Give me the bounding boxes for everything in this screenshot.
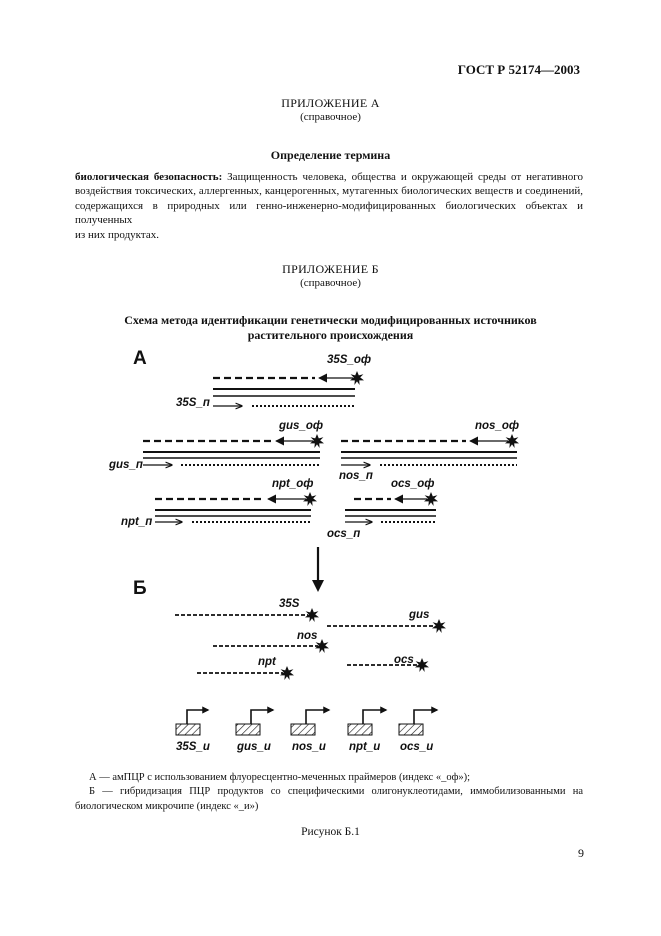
products-b (175, 608, 446, 680)
definition-line-3: содержащихся в природных или генно-инженерно-модифицированных биологических объектах и полученных (75, 199, 583, 227)
standard-number: ГОСТ Р 52174—2003 (457, 62, 580, 77)
probe-nos (291, 710, 329, 735)
label-ocs-of: ocs_оф (391, 478, 435, 490)
label-npt-p: npt_п (121, 516, 153, 528)
scheme-title-line-1: Схема метода идентификации генетически модифицированных источников (124, 313, 537, 327)
appendix-a-title: ПРИЛОЖЕНИЕ А (281, 96, 380, 110)
probe-npt (348, 710, 386, 735)
label-npt-of: npt_оф (272, 478, 314, 490)
amplicon-35s (213, 371, 364, 406)
probe-label-35s: 35S_и (176, 741, 210, 753)
appendix-b-subtitle: (справочное) (300, 277, 361, 289)
probe-ocs (399, 710, 437, 735)
label-b-npt: npt (258, 656, 276, 668)
definition-line-2: воздействия токсических, аллергенных, канцерогенных, мутагенных биологических веществ и соединений, (75, 185, 583, 198)
label-ocs-p: ocs_п (327, 528, 361, 540)
term-section-title: Определение термина (270, 148, 391, 162)
fluorescent-label-icon (415, 658, 429, 672)
definition-line-4: из них продуктах. (75, 228, 159, 241)
appendix-b-title: ПРИЛОЖЕНИЕ Б (282, 262, 379, 276)
term-name: биологическая безопасность: (75, 171, 223, 183)
legend-line-b2: биологическом микрочипе (индекс «_и») (75, 800, 259, 812)
label-nos-of: nos_оф (475, 420, 520, 432)
label-b-ocs: ocs (394, 654, 414, 666)
label-gus-p: gus_п (109, 459, 143, 471)
definition-line-1: Защищенность человека, общества и окружающей среды от негативного (227, 171, 584, 183)
panel-b-label: Б (133, 578, 147, 599)
scheme-title-line-2: растительного происхождения (247, 328, 414, 342)
appendix-a-subtitle: (справочное) (300, 111, 361, 123)
fluorescent-label-icon (432, 619, 446, 633)
label-35s-p: 35S_п (176, 397, 210, 409)
label-b-nos: nos (297, 630, 318, 642)
amplicon-gus (143, 434, 324, 465)
label-35s-of: 35S_оф (327, 354, 372, 366)
probe-35s (176, 710, 208, 735)
amplicon-nos (341, 434, 519, 465)
figure-legend (75, 771, 583, 814)
label-b-gus: gus (409, 609, 430, 621)
probe-label-gus: gus_и (237, 741, 271, 753)
probe-label-nos: nos_и (292, 741, 326, 753)
page-number: 9 (578, 846, 584, 860)
label-b-35s: 35S (279, 598, 300, 610)
amplicon-ocs (345, 492, 438, 522)
process-arrow (312, 547, 324, 592)
label-gus-of: gus_оф (279, 420, 324, 432)
figure-caption: Рисунок Б.1 (301, 826, 360, 838)
probe-gus (236, 710, 273, 735)
probe-label-npt: npt_и (349, 741, 381, 753)
legend-line-a: А — амПЦР с использованием флуоресцентно-меченных праймеров (индекс «_оф»); (89, 772, 471, 783)
probe-label-ocs: ocs_и (400, 741, 434, 753)
legend-line-b1: Б — гибридизация ПЦР продуктов со специфическими олигонуклеотидами, иммобилизованными на (89, 786, 583, 798)
microchip-probes (176, 710, 437, 735)
label-nos-p: nos_п (339, 470, 373, 482)
panel-a-label: А (133, 348, 147, 369)
amplicon-npt (155, 492, 317, 522)
